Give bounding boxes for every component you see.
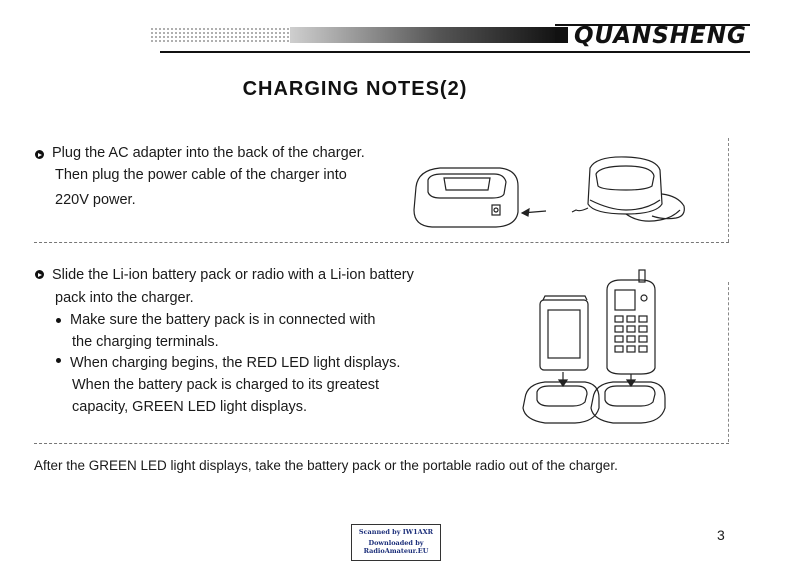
- bullet-icon: [35, 150, 44, 159]
- section1-line-3: 220V power.: [55, 192, 136, 208]
- footer-note: After the GREEN LED light displays, take the battery pack or the portable radio out of the charger.: [34, 458, 618, 473]
- section1-line-2: Then plug the power cable of the charger into: [55, 167, 347, 183]
- sub-bullet-icon: [56, 358, 61, 363]
- section2-line-2: pack into the charger.: [55, 290, 194, 306]
- section-divider: [34, 443, 729, 444]
- bullet-icon: [35, 270, 44, 279]
- power-cable: [652, 194, 684, 219]
- stamp-line-1: Scanned by IW1AXR: [358, 528, 434, 536]
- sub-bullet-icon: [56, 318, 61, 323]
- battery-radio-charging-illustration: [515, 268, 675, 433]
- brand-logo: QUANSHENG: [574, 23, 747, 49]
- section-divider: [34, 242, 729, 243]
- section2-line-1: Slide the Li-ion battery pack or radio with a Li-ion battery: [52, 267, 414, 283]
- charger-base: [523, 382, 599, 423]
- section2-sub1-line-1: Make sure the battery pack is in connected with: [70, 312, 376, 328]
- radio: [607, 280, 655, 374]
- vertical-rule: [728, 138, 729, 242]
- page-number: 3: [717, 527, 725, 543]
- stamp-line-3: RadioAmateur.EU: [363, 547, 429, 555]
- vertical-rule: [728, 282, 729, 442]
- header-gradient-bar: [290, 27, 560, 43]
- section2-sub2-line-1: When charging begins, the RED LED light displays.: [70, 355, 401, 371]
- header-bar-end: [555, 27, 568, 43]
- page-title: CHARGING NOTES(2): [242, 78, 468, 100]
- charger-adapter-illustration: [400, 150, 700, 245]
- section2-sub2-line-2: When the battery pack is charged to its greatest: [72, 377, 380, 393]
- section2-sub1-line-2: the charging terminals.: [72, 334, 219, 350]
- header-rule-bottom: [160, 51, 750, 53]
- charger-base: [591, 382, 665, 423]
- header-dot-pattern: [150, 27, 300, 43]
- section1-line-1: Plug the AC adapter into the back of the charger.: [52, 145, 365, 161]
- section2-sub2-line-3: capacity, GREEN LED light displays.: [72, 399, 308, 415]
- stamp-line-2: Downloaded by: [368, 539, 424, 547]
- scan-stamp: [351, 524, 441, 561]
